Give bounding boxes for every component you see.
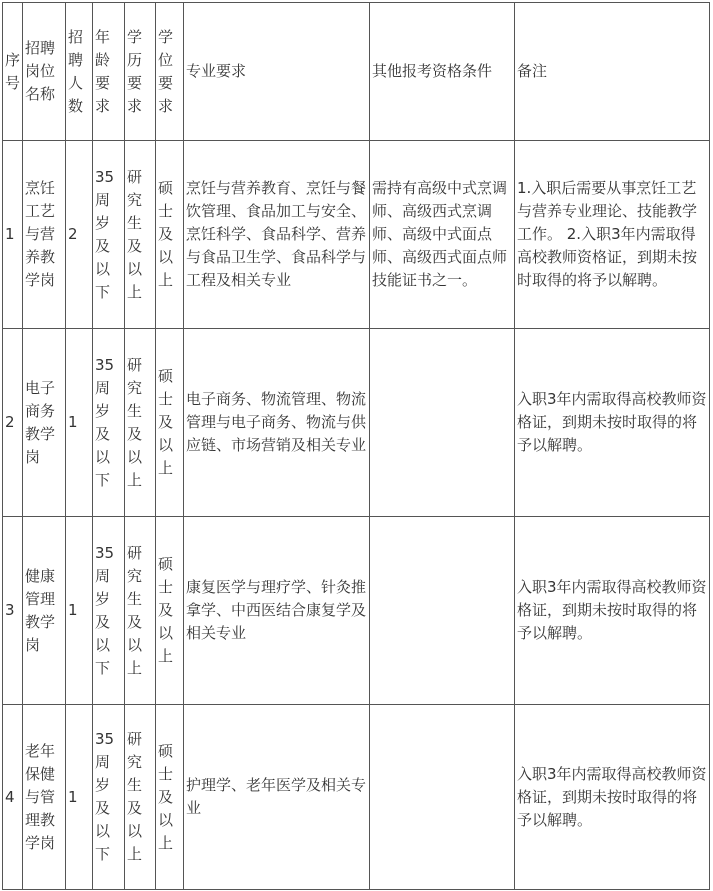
cell-remarks: 入职3年内需取得高校教师资格证，到期未按时取得的将予以解聘。 xyxy=(515,329,710,517)
cell-remarks: 1.入职后需要从事烹饪工艺与营养专业理论、技能教学工作。 2.入职3年内需取得高校教师资格证，到期未按时取得的将予以解聘。 xyxy=(515,141,710,329)
cell-major: 护理学、老年医学及相关专业 xyxy=(184,705,370,890)
table-row xyxy=(3,517,710,705)
cell-count: 1 xyxy=(66,329,93,517)
cell-degree: 硕士及以上 xyxy=(156,329,184,517)
cell-education: 研究生及以上 xyxy=(125,705,156,890)
cell-major: 康复医学与理疗学、针灸推拿学、中西医结合康复学及相关专业 xyxy=(184,517,370,705)
recruitment-table xyxy=(2,2,710,890)
cell-position: 烹饪工艺与营养教学岗 xyxy=(23,141,66,329)
cell-position: 健康管理教学岗 xyxy=(23,517,66,705)
cell-remarks: 入职3年内需取得高校教师资格证，到期未按时取得的将予以解聘。 xyxy=(515,517,710,705)
header-row xyxy=(3,3,710,141)
cell-seq: 3 xyxy=(3,517,23,705)
cell-count: 1 xyxy=(66,517,93,705)
cell-degree: 硕士及以上 xyxy=(156,705,184,890)
cell-count: 2 xyxy=(66,141,93,329)
cell-degree: 硕士及以上 xyxy=(156,141,184,329)
header-position: 招聘岗位名称 xyxy=(23,3,66,141)
cell-remarks: 入职3年内需取得高校教师资格证，到期未按时取得的将予以解聘。 xyxy=(515,705,710,890)
cell-major: 烹饪与营养教育、烹饪与餐饮管理、食品加工与安全、烹饪科学、食品科学、营养与食品卫生学、食品科学与工程及相关专业 xyxy=(184,141,370,329)
cell-position: 老年保健与管理教学岗 xyxy=(23,705,66,890)
cell-other xyxy=(370,329,515,517)
header-seq: 序号 xyxy=(3,3,23,141)
cell-age: 35周岁及以下 xyxy=(93,329,125,517)
cell-other xyxy=(370,705,515,890)
cell-education: 研究生及以上 xyxy=(125,517,156,705)
table-row xyxy=(3,329,710,517)
table-row xyxy=(3,141,710,329)
header-major: 专业要求 xyxy=(184,3,370,141)
cell-position: 电子商务教学岗 xyxy=(23,329,66,517)
cell-count: 1 xyxy=(66,705,93,890)
cell-major: 电子商务、物流管理、物流管理与电子商务、物流与供应链、市场营销及相关专业 xyxy=(184,329,370,517)
cell-age: 35周岁及以下 xyxy=(93,141,125,329)
cell-education: 研究生及以上 xyxy=(125,141,156,329)
header-education: 学历要求 xyxy=(125,3,156,141)
cell-other: 需持有高级中式烹调师、高级西式烹调师、高级中式面点师、高级西式面点师技能证书之一。 xyxy=(370,141,515,329)
header-age: 年龄要求 xyxy=(93,3,125,141)
cell-seq: 4 xyxy=(3,705,23,890)
header-remarks: 备注 xyxy=(515,3,710,141)
cell-education: 研究生及以上 xyxy=(125,329,156,517)
header-degree: 学位要求 xyxy=(156,3,184,141)
header-other: 其他报考资格条件 xyxy=(370,3,515,141)
cell-seq: 2 xyxy=(3,329,23,517)
cell-age: 35周岁及以下 xyxy=(93,517,125,705)
cell-seq: 1 xyxy=(3,141,23,329)
cell-age: 35周岁及以下 xyxy=(93,705,125,890)
cell-degree: 硕士及以上 xyxy=(156,517,184,705)
cell-other xyxy=(370,517,515,705)
table-row xyxy=(3,705,710,890)
header-count: 招聘人数 xyxy=(66,3,93,141)
